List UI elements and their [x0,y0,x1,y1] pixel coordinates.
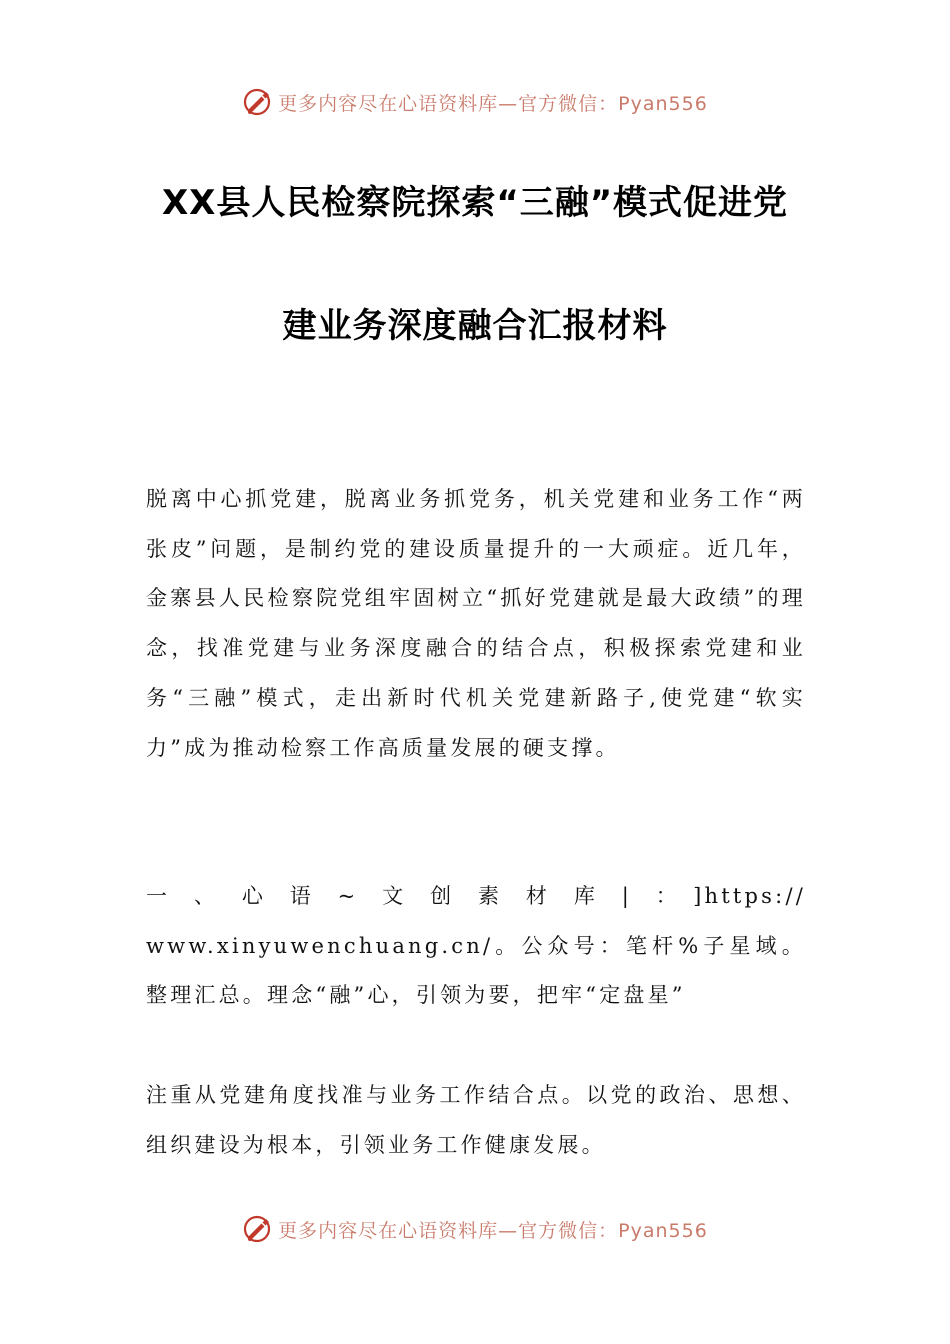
footer-watermark-banner [0,1209,950,1249]
document-title-line-2: 建业务深度融合汇报材料 [282,306,668,346]
document-title-line-1: XX县人民检察院探索“三融”模式促进党 [161,183,789,223]
pen-logo-icon [242,1213,274,1245]
pen-logo-icon [242,86,274,118]
section-one-paragraph [146,872,806,1021]
section-one-heading-line: 一、心语~文创素材库|：]https:// [146,884,806,908]
section-one-detail-paragraph: 注重从党建角度找准与业务工作结合点。以党的政治、思想、组织建设为根本，引领业务工作健康发展。 [146,1083,806,1157]
intro-paragraph: 脱离中心抓党建，脱离业务抓党务，机关党建和业务工作“两张皮”问题，是制约党的建设质量提升的一大顽症。近几年，金寨县人民检察院党组牢固树立“抓好党建就是最大政绩”的理念，找准党建与业务深度融合的结合点，积极探索党建和业务“三融”模式，走出新时代机关党建新路子,使党建“软实力”成为推动检察工作高质量发展的硬支撑。 [146,487,806,760]
section-one-body: www.xinyuwenchuang.cn/。公众号：笔杆%子星域。整理汇总。理念“融”心，引领为要，把牢“定盘星” [146,933,806,1008]
header-watermark-text: 更多内容尽在心语资料库—官方微信：Pyan556 [278,92,708,115]
header-watermark-banner [0,82,950,122]
footer-watermark-text: 更多内容尽在心语资料库—官方微信：Pyan556 [278,1219,708,1242]
